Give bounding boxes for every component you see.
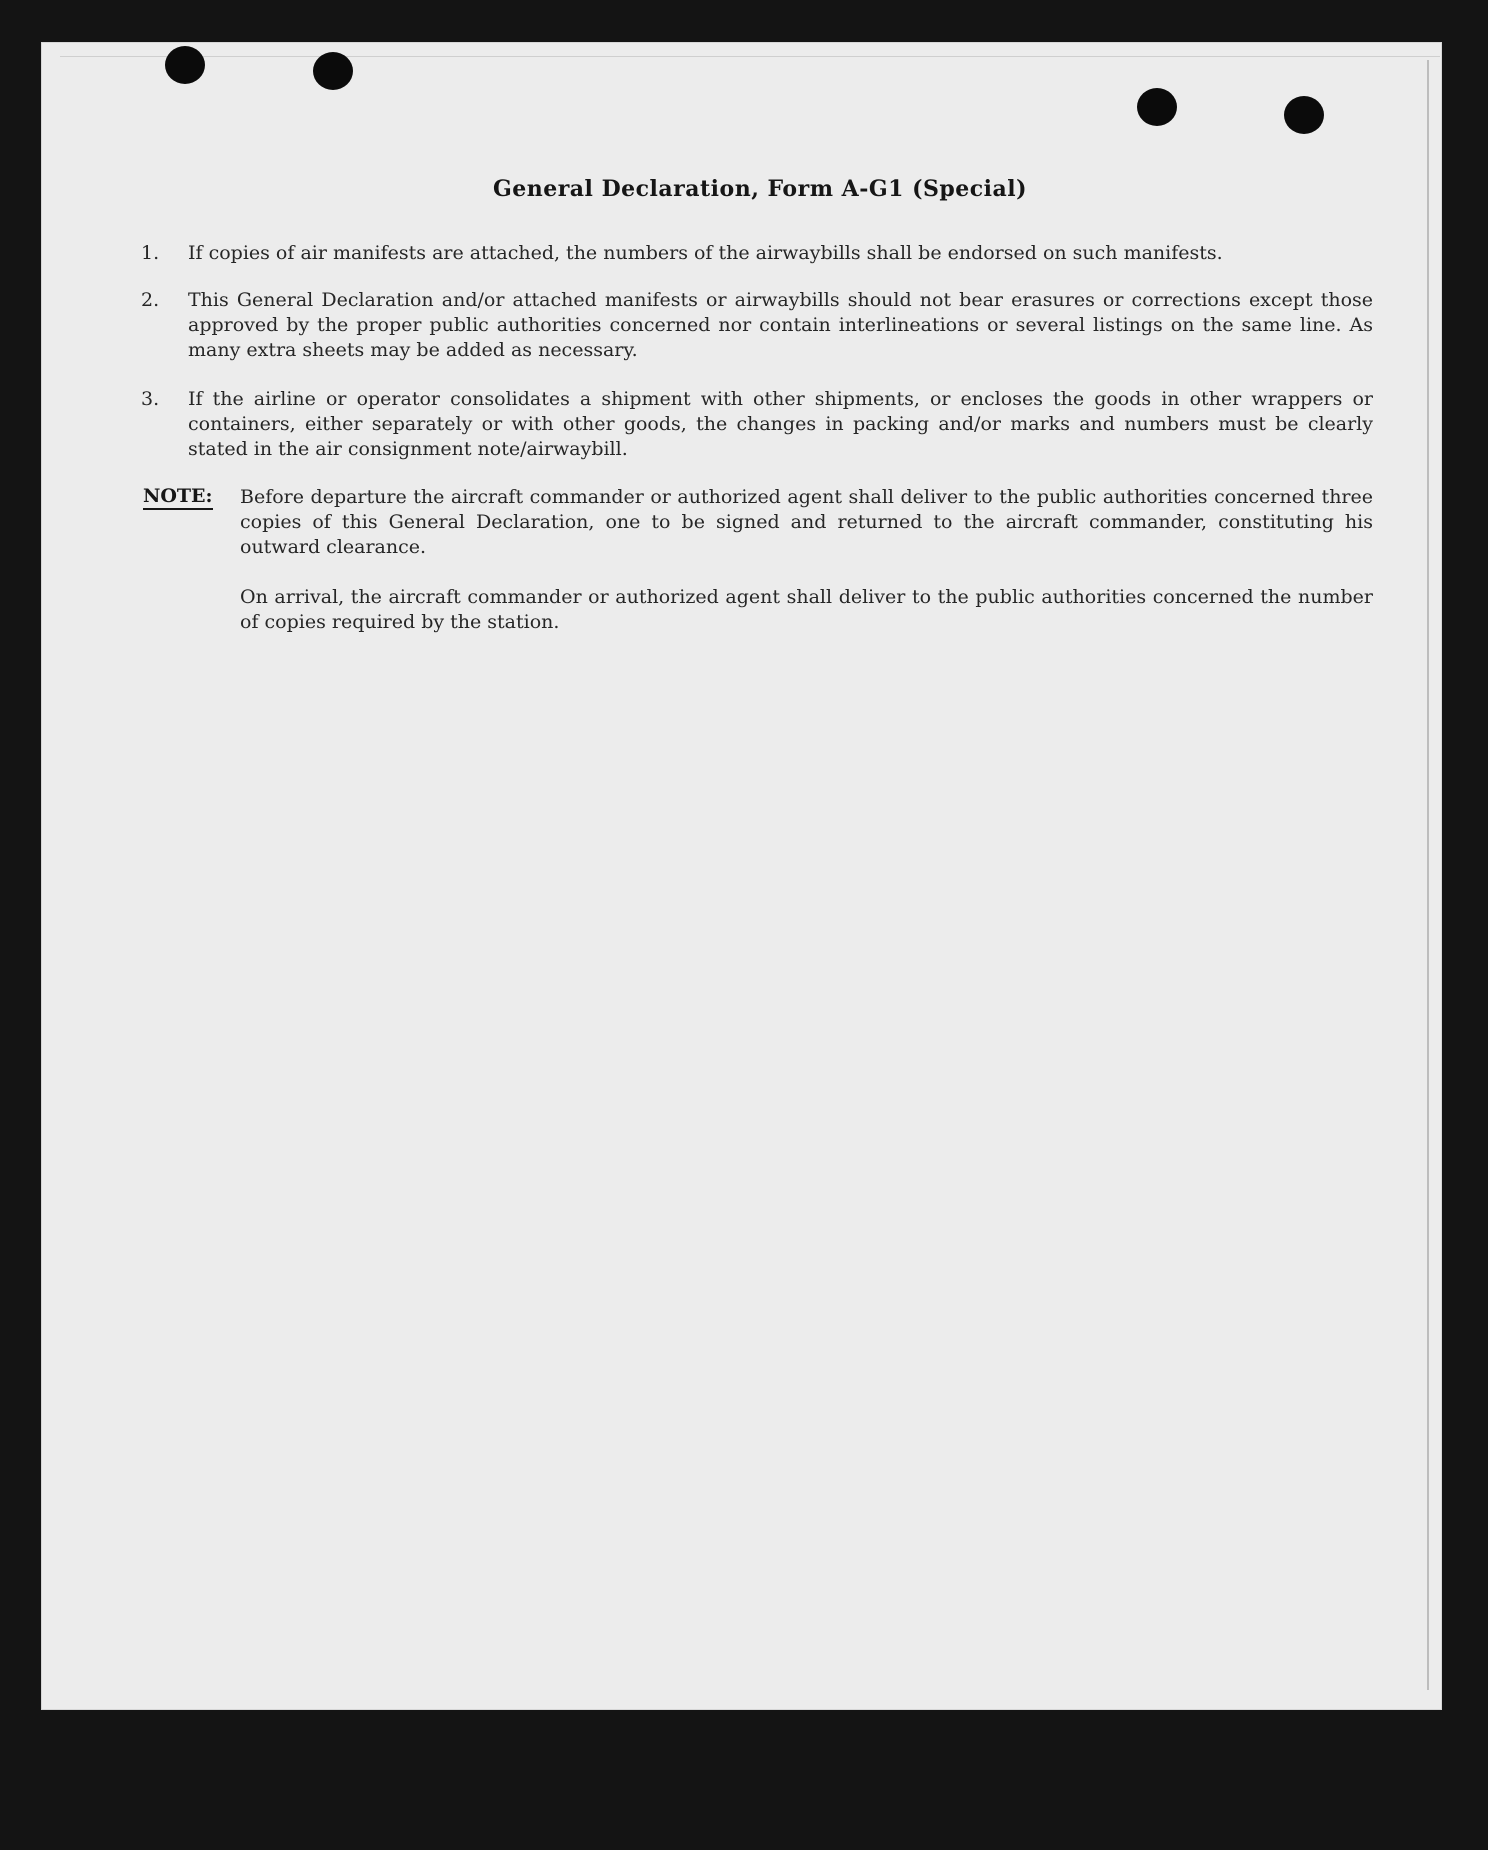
list-item [141, 288, 1373, 363]
item-text: If copies of air manifests are attached, the numbers of the airwaybills shall be endorsed on such manifests. [188, 242, 1223, 264]
item-text: If the airline or operator consolidates a shipment with other shipments, or encloses the goods in other wrappers or containers, either separately or with other goods, the changes in packing and/or marks and numbers must be clearly stated in the air consignment note/airwaybill. [188, 388, 1373, 460]
list-item [141, 241, 1373, 266]
note-block [143, 485, 1373, 560]
item-text: This General Declaration and/or attached manifests or airwaybills should not bear erasures or corrections except those approved by the proper public authorities concerned nor contain interlineations or several listings on the same line. As many extra sheets may be added as necessary. [188, 289, 1373, 361]
list-item [141, 387, 1373, 462]
item-number: 1. [141, 242, 160, 264]
item-number: 3. [141, 388, 160, 410]
item-number: 2. [141, 289, 160, 311]
note-arrival-text: On arrival, the aircraft commander or authorized agent shall deliver to the public authorities concerned the number of copies required by the station. [240, 586, 1373, 633]
page-title: General Declaration, Form A-G1 (Special) [492, 176, 1028, 202]
note-label: NOTE: [143, 485, 213, 510]
note-text: Before departure the aircraft commander or authorized agent shall deliver to the public authorities concerned three copies of this General Declaration, one to be signed and returned to the aircraft commander, constituting his outward clearance. [240, 486, 1373, 558]
